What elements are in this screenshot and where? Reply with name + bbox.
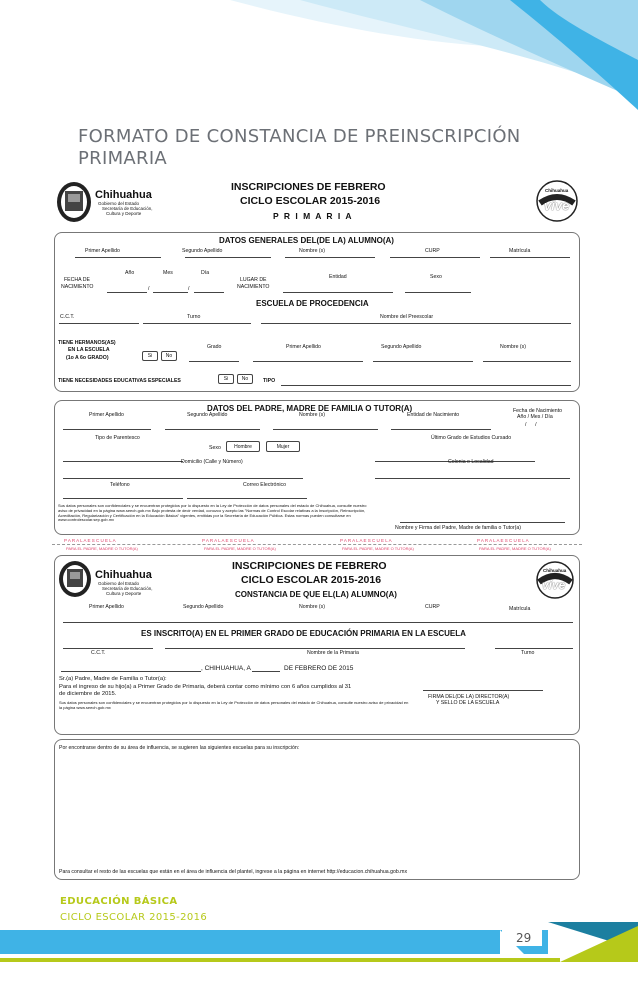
escuela-procedencia-title: ESCUELA DE PROCEDENCIA: [256, 299, 369, 308]
padre-segundo-apellido-line[interactable]: [165, 429, 260, 430]
parent-data-section: DATOS DEL PADRE, MADRE DE FAMILIA O TUTOR(A) Primer Apellido Segundo Apellido Nombre (s) Entidad de Nacimiento Fecha de Nacimiento Año / Mes / Día / / Tipo de Parentesco Último Grado de Estudios Cursado Sexo Hombre Mujer Domicilio (Calle y Número) Colonia o Localidad Teléfono Correo Electrónico Sus datos personales son confidenciales y se encuentran protegidos por lo dispuesto en la Ley de Protección de datos personales del estado de Chihuahua, consulte nuestro aviso de privacidad en la página www.seech.gob.mx Bajo protesta de decir verdad, conozco y acepto las "Normas de Control Escolar relativas a la Inscripción, Reinscripción, Acreditación, Regularización y Certificación en la Educación Básica" vigentes, emitidas por la Secretaría de Educación Pública. Estas normas pueden consultarse en www.controlescolar.sep.gob.mx Nombre y Firma del Padre, Madre de familia o Tutor(a): [54, 400, 580, 535]
footer-section-label: EDUCACIÓN BÁSICA: [60, 896, 178, 907]
entidad-line[interactable]: [283, 292, 393, 293]
form-header-line-2: CICLO ESCOLAR 2015-2016: [240, 195, 381, 207]
nombre-line[interactable]: [285, 257, 375, 258]
padre-primer-apellido-line[interactable]: [63, 429, 151, 430]
matricula-line[interactable]: [490, 257, 570, 258]
constancia-turno-line[interactable]: [495, 648, 573, 649]
page-number: 29: [516, 931, 532, 945]
shield-icon: [56, 181, 92, 223]
dia-nacimiento-line[interactable]: [194, 292, 224, 293]
parentesco-line[interactable]: [63, 461, 183, 462]
turno-line[interactable]: [143, 323, 251, 324]
form-header-line-3: P R I M A R I A: [273, 211, 353, 221]
constancia-section: Chihuahua Gobierno del Estado Secretaría de Educación, Cultura y Deporte INSCRIPCIONES DE FEBRERO CICLO ESCOLAR 2015-2016 CONSTANCIA DE QUE EL(LA) ALUMNO(A) Chihuahua vive Primer Apellido Segundo Apellido Nombre (s) CURP Matrícula ES INSCRITO(A) EN EL PRIMER GRADO DE EDUCACIÓN PRIMARIA EN LA ESCUELA C.C.T. Nombre de la Primaria Turno , CHIHUAHUA, A DE FEBRERO DE 2015 Sr.(a) Padre, Madre de Familia o Tutor(a): Para el ingreso de su hijo(a) a Primer Grado de Primaria, deberá contar como mínimo con 6 años cumplidos al 31 de diciembre de 2015. Sus datos personales son confidenciales y se encuentran protegidos por lo dispuesto en la Ley de Protección de datos personales del estado de Chihuahua, consulte nuestro aviso de privacidad en la página www.seech.gob.mx FIRMA DEL(DE LA) DIRECTOR(A) Y SELLO DE LA ESCUELA: [54, 555, 580, 735]
padre-entidad-line[interactable]: [391, 429, 491, 430]
hermano-primer-apellido-line[interactable]: [253, 361, 363, 362]
telefono-line[interactable]: [63, 498, 183, 499]
hermano-nombre-line[interactable]: [483, 361, 571, 362]
constancia-nombre-line[interactable]: [63, 622, 573, 623]
sexo-hombre-checkbox[interactable]: Hombre: [226, 441, 260, 452]
mes-nacimiento-line[interactable]: [153, 292, 188, 293]
student-section-title: DATOS GENERALES DEL(DE LA) ALUMNO(A): [219, 236, 394, 245]
preinscription-form: [52, 175, 582, 881]
inscrito-statement: ES INSCRITO(A) EN EL PRIMER GRADO DE EDUCACIÓN PRIMARIA EN LA ESCUELA: [141, 629, 466, 638]
top-wave-decoration: [0, 0, 638, 130]
sexo-mujer-checkbox[interactable]: Mujer: [266, 441, 300, 452]
nee-si-checkbox[interactable]: Si: [218, 374, 234, 384]
constancia-primaria-line[interactable]: [165, 648, 465, 649]
sexo-line[interactable]: [405, 292, 471, 293]
chihuahua-logo: Chihuahua Gobierno del Estado Secretaría de Educación, Cultura y Deporte: [56, 181, 176, 227]
correo-line[interactable]: [187, 498, 307, 499]
padre-nombre-line[interactable]: [273, 429, 378, 430]
colonia-line[interactable]: [375, 478, 570, 479]
form-header-line-1: INSCRIPCIONES DE FEBRERO: [231, 181, 386, 193]
constancia-vive-logo: Chihuahua vive: [535, 560, 575, 600]
grado-line[interactable]: [189, 361, 239, 362]
suggested-schools-area[interactable]: [59, 755, 575, 863]
page-title: FORMATO DE CONSTANCIA DE PREINSCRIPCIÓN PRIMARIA: [78, 126, 521, 169]
hermanos-no-checkbox[interactable]: No: [161, 351, 177, 361]
curp-line[interactable]: [390, 257, 480, 258]
preescolar-line[interactable]: [261, 323, 571, 324]
constancia-cct-line[interactable]: [63, 648, 153, 649]
suggested-schools-intro: Por encontrarse dentro de su área de influencia, se sugieren las siguientes escuelas para su inscripción:: [59, 745, 300, 751]
cut-line: P A R A L A E S C U E L A PARA EL PADRE, MADRE O TUTOR(A) P A R A L A E S C U E L A PARA EL PADRE, MADRE O TUTOR(A) P A R A L A E S C U E L A PARA EL PADRE, MADRE O TUTOR(A) P A R A L A E S C U E L A PARA EL PADRE, MADRE O TUTOR(A): [52, 538, 582, 554]
privacy-notice: Sus datos personales son confidenciales y se encuentran protegidos por lo dispuesto en la Ley de Protección de datos personales del estado de Chihuahua, consulte nuestro aviso de privacidad en la página www.seech.gob.mx Bajo protesta de decir verdad, conozco y acepto las "Normas de Control Escolar relativas a la Inscripción, Reinscripción, Acreditación, Regularización y Certificación en la Educación Básica" vigentes, emitidas por la Secretaría de Educación Pública. Estas normas pueden consultarse en www.controlescolar.sep.gob.mx: [58, 503, 367, 523]
chihuahua-vive-logo: Chihuahua vive: [536, 179, 578, 223]
suggested-schools-section: [54, 739, 580, 880]
cct-line[interactable]: [59, 323, 139, 324]
shield-icon: [58, 560, 92, 598]
footer-cycle-label: CICLO ESCOLAR 2015-2016: [60, 912, 208, 923]
consult-schools-note: Para consultar el resto de las escuelas que están en el área de influencia del plantel, ingrese a la página en internet http://educacion.chihuahua.gob.mx: [59, 869, 408, 875]
hermanos-si-checkbox[interactable]: Si: [142, 351, 158, 361]
student-data-section: DATOS GENERALES DEL(DE LA) ALUMNO(A) Primer Apellido Segundo Apellido Nombre (s) CURP Matrícula Año Mes Día FECHA DE NACIMIENTO / / LUGAR DE NACIMIENTO Entidad Sexo ESCUELA DE PROCEDENCIA C.C.T. Turno Nombre del Preescolar TIENE HERMANOS(AS) EN LA ESCUELA (1o A 6o GRADO) Si No Grado Primer Apellido Segundo Apellido Nombre (s) TIENE NECESIDADES EDUCATIVAS ESPECIALES Si No TIPO: [54, 232, 580, 392]
hermano-segundo-apellido-line[interactable]: [373, 361, 473, 362]
domicilio-line[interactable]: [63, 478, 303, 479]
firma-director-line[interactable]: [423, 690, 543, 691]
nee-tipo-line[interactable]: [281, 385, 571, 386]
primer-apellido-line[interactable]: [75, 257, 161, 258]
segundo-apellido-line[interactable]: [185, 257, 271, 258]
footer-band-decoration: [0, 922, 638, 986]
ciudad-line[interactable]: [61, 671, 201, 672]
constancia-chihuahua-logo: Chihuahua Gobierno del Estado Secretaría de Educación, Cultura y Deporte: [58, 560, 178, 602]
parent-section-title: DATOS DEL PADRE, MADRE DE FAMILIA O TUTOR(A): [207, 404, 413, 413]
anio-nacimiento-line[interactable]: [107, 292, 147, 293]
nee-no-checkbox[interactable]: No: [237, 374, 253, 384]
dia-fecha-line[interactable]: [252, 671, 280, 672]
firma-tutor-line[interactable]: [400, 522, 565, 523]
